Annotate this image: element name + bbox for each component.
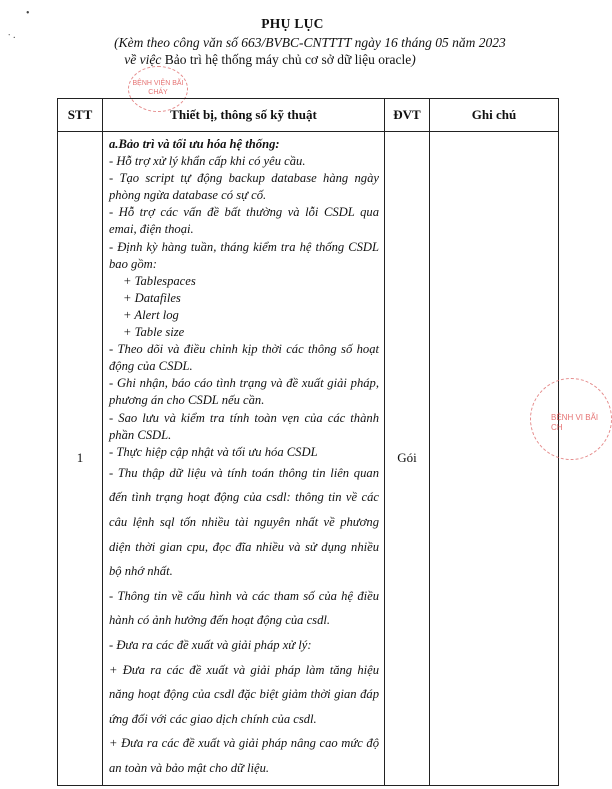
list-item: - Thu thập dữ liệu và tính toán thông tin liên quan đến tình trạng hoạt động của csdl: thông tin về các câu lệnh sql tốn nhiều tài nguyên nhất về phương diện thời gian cpu, đọc đĩa nhiều và sử dụng nhiều bộ nhớ nhất.: [109, 465, 379, 579]
stamp-text: BỆNH VIỆN BÃI CHÁY: [132, 80, 184, 96]
column-header-specification: Thiết bị, thông số kỹ thuật: [103, 99, 385, 132]
list-item: + Đưa ra các đề xuất và giải pháp nâng cao mức độ an toàn và bảo mật cho dữ liệu.: [109, 736, 379, 775]
document-reference: (Kèm theo công văn số 663/BVBC-CNTTTT ngày 16 tháng 05 năm 2023: [114, 35, 506, 50]
list-subitem: + Tablespaces: [123, 273, 196, 288]
column-header-stt: STT: [58, 99, 103, 132]
subject-prefix: về việc: [124, 52, 165, 67]
subject-suffix: ): [411, 52, 416, 67]
list-item: - Định kỳ hàng tuần, tháng kiểm tra hệ thống CSDL bao gồm:: [109, 239, 379, 271]
cell-specification: [103, 132, 385, 786]
list-item: - Theo dõi và điều chỉnh kịp thời các thông số hoạt động của CSDL.: [109, 342, 379, 374]
stamp-side-text: BỆNH VI BÃI CH: [551, 413, 599, 432]
list-item: - Hỗ trợ các vấn đề bất thường và lỗi CSDL qua emai, điện thoại.: [109, 205, 379, 237]
scan-mark: ∙ .: [8, 30, 16, 41]
cell-note: [430, 132, 559, 786]
table-row: [58, 132, 559, 786]
column-header-unit: ĐVT: [385, 99, 430, 132]
list-subitem: + Datafiles: [123, 290, 181, 305]
list-item: - Thực hiệp cập nhật và tối ưu hóa CSDL: [109, 444, 318, 459]
hospital-stamp-side: [530, 378, 612, 460]
list-item: - Tạo script tự động backup database hàng ngày phòng ngừa database có sự cố.: [109, 171, 379, 203]
list-item: - Ghi nhận, báo cáo tình trạng và đề xuất giải pháp, phương án cho CSDL nếu cần.: [109, 376, 379, 408]
page-title: PHỤ LỤC: [261, 16, 324, 31]
list-item: - Thông tin về cấu hình và các tham số của hệ điều hành có ảnh hưởng đến hoạt động của csdl.: [109, 588, 379, 628]
list-subitem: + Alert log: [123, 307, 179, 322]
list-item: - Đưa ra các đề xuất và giải pháp xử lý:: [109, 637, 312, 652]
list-item: - Hỗ trợ xử lý khẩn cấp khi có yêu cầu.: [109, 154, 306, 169]
scan-mark: •: [26, 8, 30, 19]
list-item: + Đưa ra các đề xuất và giải pháp làm tăng hiệu năng hoạt động của csdl đặc biệt giảm thời gian đáp ứng đối với các giao dịch chính của csdl.: [109, 662, 379, 726]
list-subitem: + Table size: [123, 325, 185, 340]
section-title: a.Bảo trì và tối ưu hóa hệ thống:: [109, 137, 280, 151]
cell-unit: Gói: [385, 132, 430, 786]
specification-table: [57, 98, 559, 786]
cell-stt: 1: [58, 132, 103, 786]
table-header-row: [58, 99, 559, 132]
column-header-note: Ghi chú: [430, 99, 559, 132]
subject-topic: Bảo trì hệ thống máy chủ cơ sở dữ liệu oracle: [164, 52, 412, 67]
document-subject: [80, 51, 460, 68]
list-item: - Sao lưu và kiểm tra tính toàn vẹn của các thành phần CSDL.: [109, 410, 379, 442]
